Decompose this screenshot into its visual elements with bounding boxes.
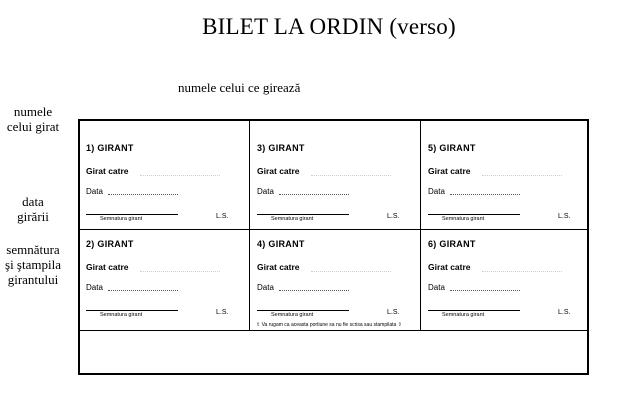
signature-caption: Semnatura girant [442, 216, 485, 222]
date-field-label: Data [257, 283, 274, 292]
date-label-line2: girării [17, 209, 49, 224]
signature-label [0, 242, 66, 287]
date-label [0, 194, 66, 224]
signature-line[interactable] [257, 214, 349, 215]
date-label-line1: data [22, 194, 44, 209]
endorsement-cell-5 [422, 121, 592, 225]
date-field-label: Data [257, 187, 274, 196]
endorsement-cell-2 [80, 217, 250, 321]
endorsement-cell-1 [80, 121, 250, 225]
endorsement-cell-3 [251, 121, 421, 225]
signature-caption: Semnatura girant [271, 312, 314, 318]
endorsement-cell-4 [251, 217, 421, 321]
date-field[interactable] [108, 194, 178, 195]
seal-label: L.S. [558, 213, 571, 220]
signature-line[interactable] [428, 310, 520, 311]
do-not-write-note: ⇧ Va rugam ca aceasta portiune sa nu fie scrisa sau stampilata ⇧ [256, 322, 402, 328]
signature-line[interactable] [257, 310, 349, 311]
signature-line[interactable] [86, 214, 178, 215]
date-field-label: Data [428, 283, 445, 292]
girat-catre-field[interactable] [140, 175, 220, 176]
girat-catre-label: Girat catre [86, 262, 129, 272]
signature-caption: Semnatura girant [100, 312, 143, 318]
girat-catre-field[interactable] [311, 271, 391, 272]
girat-catre-field[interactable] [140, 271, 220, 272]
signature-caption: Semnatura girant [100, 216, 143, 222]
girat-catre-field[interactable] [482, 175, 562, 176]
girant-heading: 3) GIRANT [257, 143, 305, 153]
seal-label: L.S. [216, 309, 229, 316]
date-field-label: Data [86, 283, 103, 292]
girat-catre-label: Girat catre [428, 262, 471, 272]
girant-heading: 4) GIRANT [257, 239, 305, 249]
signature-label-line1: semnătura [6, 242, 60, 257]
signature-label-line3: girantului [7, 272, 59, 287]
girant-heading: 6) GIRANT [428, 239, 476, 249]
endorsement-cell-6 [422, 217, 592, 321]
signature-caption: Semnatura girant [271, 216, 314, 222]
girat-catre-field[interactable] [482, 271, 562, 272]
date-field[interactable] [450, 194, 520, 195]
date-field[interactable] [279, 194, 349, 195]
girat-catre-label: Girat catre [428, 166, 471, 176]
girat-catre-label: Girat catre [257, 166, 300, 176]
date-field[interactable] [279, 290, 349, 291]
girat-catre-label: Girat catre [86, 166, 129, 176]
seal-label: L.S. [387, 309, 400, 316]
date-field[interactable] [450, 290, 520, 291]
date-field-label: Data [86, 187, 103, 196]
page-title: BILET LA ORDIN (verso) [202, 14, 456, 39]
girat-catre-label: Girat catre [257, 262, 300, 272]
girat-name-label-line1: numele [13, 104, 53, 119]
seal-label: L.S. [387, 213, 400, 220]
girant-heading: 5) GIRANT [428, 143, 476, 153]
endorsement-form [78, 119, 589, 375]
signature-label-line2: şi ştampila [5, 257, 61, 272]
girant-heading: 2) GIRANT [86, 239, 134, 249]
seal-label: L.S. [558, 309, 571, 316]
date-field[interactable] [108, 290, 178, 291]
girat-name-label-line2: celui girat [6, 119, 60, 134]
girat-name-label [0, 104, 66, 134]
signature-line[interactable] [86, 310, 178, 311]
row-divider [80, 330, 587, 331]
signature-line[interactable] [428, 214, 520, 215]
seal-label: L.S. [216, 213, 229, 220]
girant-name-label: numele celui ce girează [178, 80, 301, 95]
date-field-label: Data [428, 187, 445, 196]
girant-heading: 1) GIRANT [86, 143, 134, 153]
girat-catre-field[interactable] [311, 175, 391, 176]
signature-caption: Semnatura girant [442, 312, 485, 318]
